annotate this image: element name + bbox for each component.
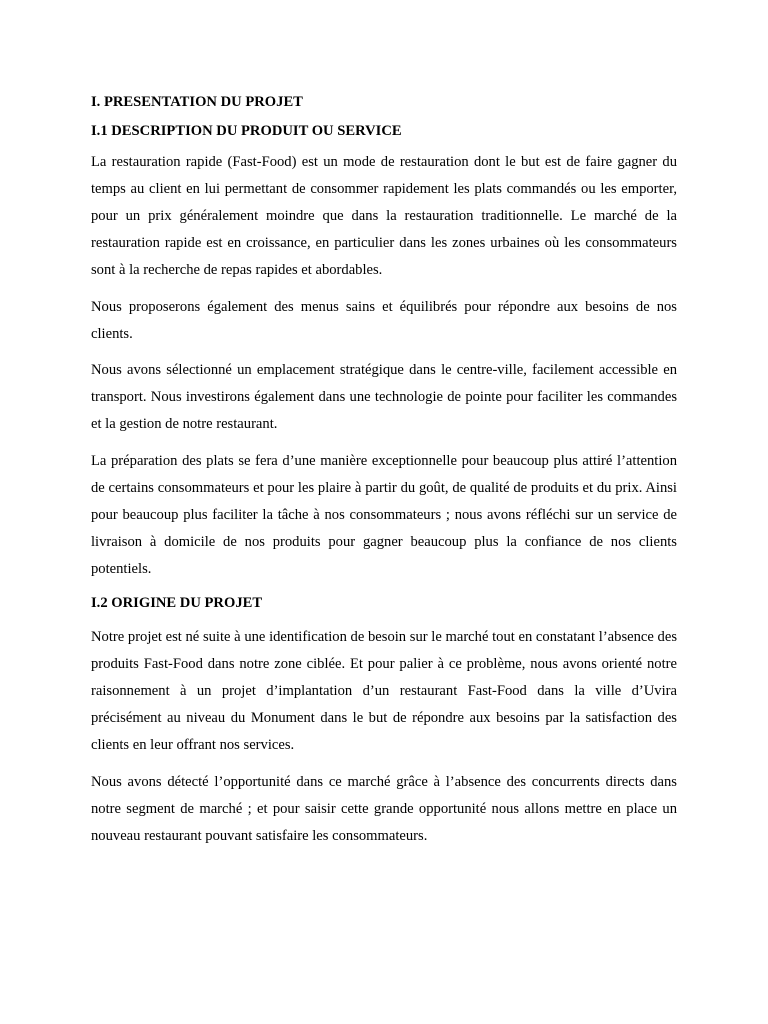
document-page [91, 91, 677, 859]
subsection-heading-origine: I.2 ORIGINE DU PROJET [91, 595, 263, 611]
paragraph-origine-2: Nous avons détecté l’opportunité dans ce marché grâce à l’absence des concurrents directs dans notre segment de marché ; et pour saisir cette grande opportunité nous allons mettre en place un nouveau restaurant pouvant satisfaire les consommateurs. [91, 773, 677, 844]
paragraph-description-1: La restauration rapide (Fast-Food) est un mode de restauration dont le but est de faire gagner du temps au client en lui permettant de consommer rapidement les plats commandés ou les emporter, pour un prix généralement moindre que dans la restauration traditionnelle. Le marché de la restauration rapide est en croissance, en particulier dans les zones urbaines où les consommateurs sont à la recherche de repas rapides et abordables. [91, 154, 677, 278]
section-heading-presentation: I. PRESENTATION DU PROJET [91, 94, 303, 110]
paragraph-description-4: La préparation des plats se fera d’une manière exceptionnelle pour beaucoup plus attiré l’attention de certains consommateurs et pour les plaire à partir du goût, de qualité de produits et du prix. Ainsi pour beaucoup plus faciliter la tâche à nos consommateurs ; nous avons réfléchi sur un service de livraison à domicile de nos produits pour gagner beaucoup plus la confiance de nos clients potentiels. [91, 452, 677, 577]
paragraph-origine-1: Notre projet est né suite à une identification de besoin sur le marché tout en constatant l’absence des produits Fast-Food dans notre zone ciblée. Et pour palier à ce problème, nous avons orienté notre raisonnement à un projet d’implantation d’un restaurant Fast-Food dans la ville d’Uvira précisément au niveau du Monument dans le but de répondre aux besoins par la satisfaction des clients en leur offrant nos services. [91, 629, 677, 753]
paragraph-description-2: Nous proposerons également des menus sains et équilibrés pour répondre aux besoins de nos clients. [91, 298, 677, 342]
paragraph-description-3: Nous avons sélectionné un emplacement stratégique dans le centre-ville, facilement accessible en transport. Nous investirons également dans une technologie de pointe pour faciliter les commandes et la gestion de notre restaurant. [91, 362, 677, 432]
subsection-heading-description: I.1 DESCRIPTION DU PRODUIT OU SERVICE [91, 123, 402, 139]
